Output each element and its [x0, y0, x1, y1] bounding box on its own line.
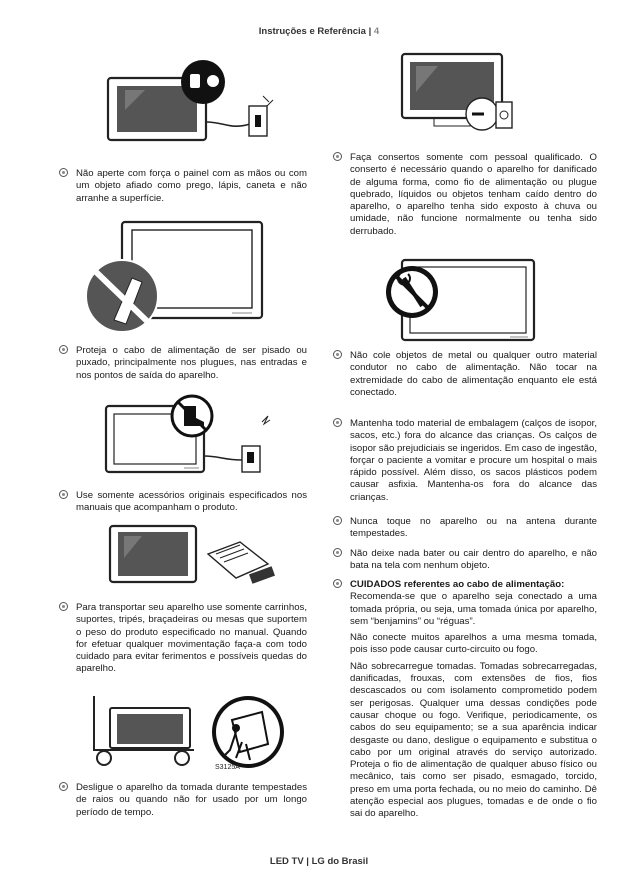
bullet-icon [59, 782, 68, 791]
cart-warning-illustration [90, 694, 290, 772]
header-page-number: 4 [373, 26, 380, 37]
header-separator: | [365, 26, 374, 37]
cautions-title: CUIDADOS referentes ao cabo de alimentação: [350, 579, 565, 590]
header-title: Instruções e Referência [258, 26, 366, 37]
bullet-icon [333, 579, 342, 588]
bullet-icon [333, 152, 342, 161]
left-item-5: Desligue o aparelho da tomada durante tempestades de raios ou quando não for usado por um longo período de tempo. [59, 782, 307, 819]
no-press-panel-illustration [82, 220, 272, 336]
no-repair-illustration [382, 258, 542, 342]
bullet-icon [59, 345, 68, 354]
tv-outlet-illustration [394, 52, 524, 142]
left-item-3: Use somente acessórios originais especificados nos manuais que acompanham o produto. [59, 490, 307, 515]
left-item-1: Não aperte com força o painel com as mãos ou com um objeto afiado como prego, lápis, caneta e não arranhe a superfície. [59, 168, 307, 205]
footer-separator: | [303, 856, 312, 867]
bullet-icon [59, 602, 68, 611]
bullet-icon [333, 418, 342, 427]
tv-accessories-illustration [108, 524, 288, 586]
tv-plug-illustration [105, 60, 285, 142]
bullet-icon [59, 490, 68, 499]
page-header [0, 26, 638, 37]
left-item-2: Proteja o cabo de alimentação de ser pisado ou puxado, principalmente nos plugues, nas entradas e nos pontos de saída do aparelho. [59, 345, 307, 382]
right-item-5: Não deixe nada bater ou cair dentro do aparelho, e não bata na tela com nenhum objeto. [333, 548, 597, 573]
cautions-p3: Não sobrecarregue tomadas. Tomadas sobrecarregadas, danificadas, frouxas, com extensões de fios, fios descascados ou com isolamento comprometido podem ser perigosas. Qualquer uma dessas condições pode causar choque ou fogo. Verifique, periodicamente, os cabos do seu equipamento; se a sua aparência indicar desgaste ou dano, desligue o equipamento e substitua o cabo por um original através do serviço autorizado. Proteja o fio de alimentação de qualquer abuso físico ou mecânico, tais como ser pisado, esmagado, torcido, preso em uma porta fechada, ou no meio do caminho. Dê atenção especial aos plugues, tomadas e de onde o fio sai do aparelho. [350, 660, 597, 820]
right-item-3: Mantenha todo material de embalagem (calços de isopor, sacos, etc.) fora do alcance das crianças. Os calços de isopor são prejudiciais se ingeridos. Em caso de ingestão, forçar o paciente a vomitar e procure um hospital o mais rápido possível. Além disso, os sacos plásticos podem causar asfixia. Mantenha-os fora do alcance das crianças. [333, 418, 597, 504]
bullet-icon [59, 168, 68, 177]
right-item-2: Não cole objetos de metal ou qualquer outro material condutor no cabo de alimentação. Não tocar na extremidade do cabo de alimentação enquanto ele está conectado. [333, 350, 597, 399]
bullet-icon [333, 516, 342, 525]
right-item-4: Nunca toque no aparelho ou na antena durante tempestades. [333, 516, 597, 541]
right-item-cautions [333, 579, 597, 821]
footer-product: LED TV [269, 856, 304, 867]
bullet-icon [333, 548, 342, 557]
cautions-p2: Não conecte muitos aparelhos a uma mesma tomada, pois isso pode causar curto-circuito ou fogo. [350, 632, 597, 656]
cautions-p1: Recomenda-se que o aparelho seja conectado a uma tomada própria, ou seja, uma tomada única por aparelho, sem “benjamins” ou “réguas”. [350, 591, 597, 627]
left-item-4: Para transportar seu aparelho use somente carrinhos, suportes, tripés, braçadeiras ou mesas que suportem o peso do produto especificado no manual. Quando for efetuar qualquer movimentação faça-a com todo cuidado para evitar ferimentos e possíveis quedas do aparelho. [59, 602, 307, 676]
cart-label: S3125A [215, 764, 240, 771]
footer-brand: LG do Brasil [311, 856, 369, 867]
no-step-cable-illustration [104, 394, 282, 476]
bullet-icon [333, 350, 342, 359]
right-item-1: Faça consertos somente com pessoal qualificado. O conserto é necessário quando o aparelho for danificado de alguma forma, como fio de alimentação ou plugue quebrado, líquidos ou objetos tenham caído dentro do aparelho, o aparelho tenha sido exposto à chuva ou umidade, não funcione normalmente ou tenha sido derrubado. [333, 152, 597, 238]
page-footer [0, 856, 638, 867]
